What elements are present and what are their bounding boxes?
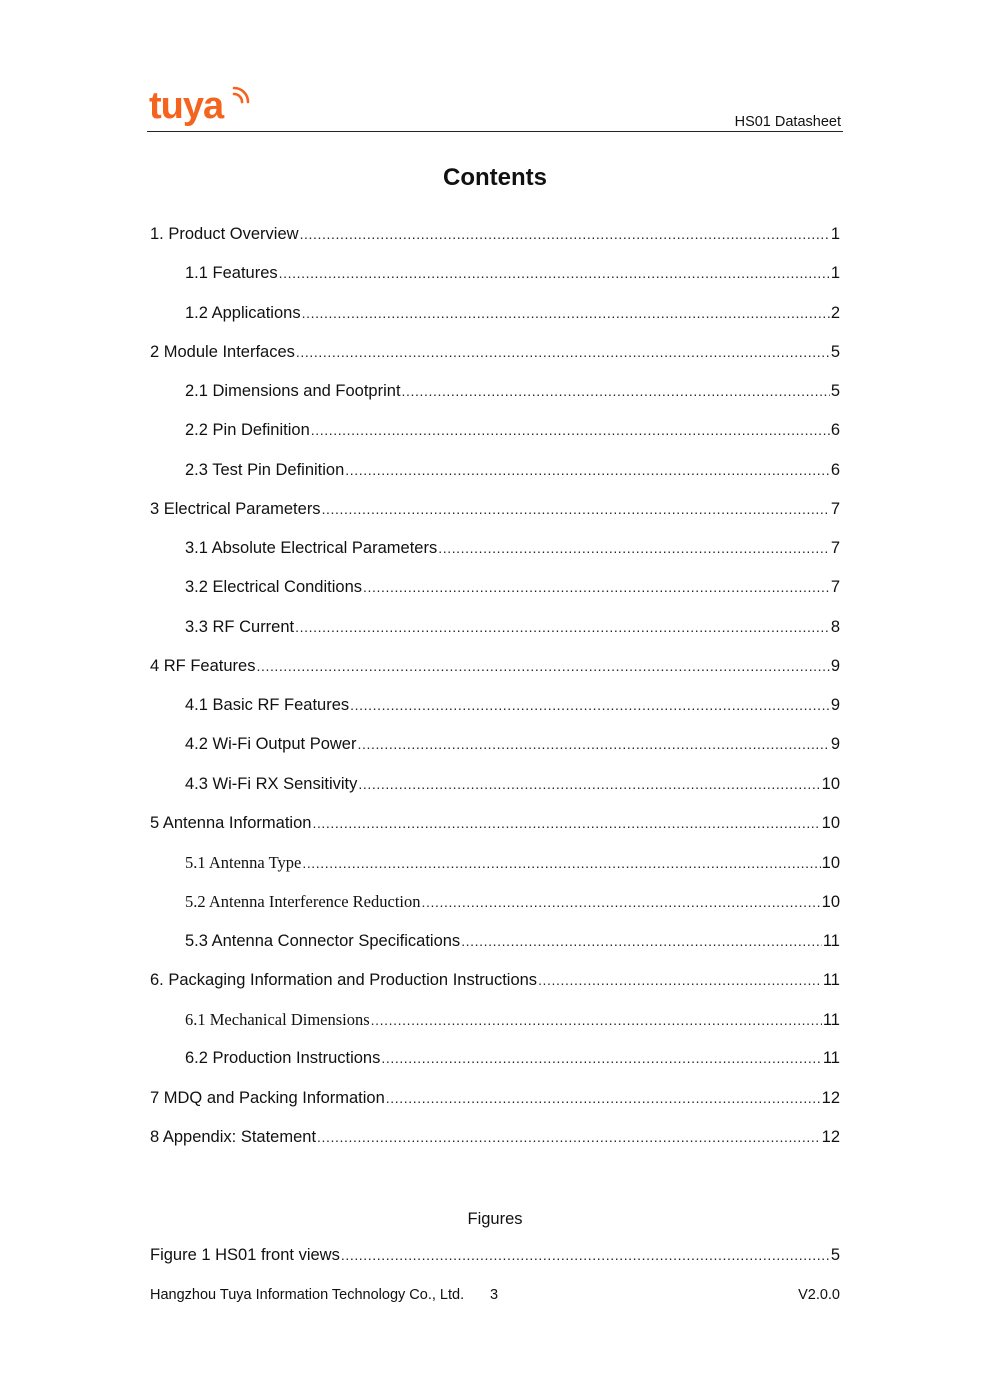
logo-wordmark: tuya bbox=[149, 85, 224, 127]
toc-entry-page: 10 bbox=[821, 774, 840, 793]
dot-leader bbox=[295, 619, 830, 635]
toc-entry[interactable] bbox=[150, 304, 840, 343]
footer-version: V2.0.0 bbox=[798, 1287, 840, 1303]
dot-leader bbox=[312, 815, 820, 831]
footer-page-number: 3 bbox=[490, 1287, 499, 1303]
dot-leader bbox=[300, 226, 830, 242]
toc-entry-label: 2 Module Interfaces bbox=[150, 342, 295, 361]
toc-entry-label: 6.1 Mechanical Dimensions bbox=[185, 1010, 370, 1029]
toc-entry-page: 11 bbox=[822, 931, 840, 950]
toc-entry[interactable] bbox=[150, 814, 840, 853]
toc-entry-label: 8 Appendix: Statement bbox=[150, 1127, 317, 1146]
toc-entry-page: 12 bbox=[821, 1127, 840, 1146]
toc-entry-page: 10 bbox=[821, 854, 840, 872]
toc-entry-page: 5 bbox=[830, 382, 840, 400]
dot-leader bbox=[341, 1247, 830, 1263]
dot-leader bbox=[302, 855, 820, 871]
toc-entry-label: 1.1 Features bbox=[185, 264, 278, 283]
toc-entry-page: 1 bbox=[830, 225, 840, 243]
toc-entry-page: 11 bbox=[822, 1049, 840, 1068]
toc-entry[interactable] bbox=[150, 578, 840, 617]
toc-entry-label: 2.1 Dimensions and Footprint bbox=[185, 382, 401, 400]
toc-entry[interactable] bbox=[150, 1089, 840, 1128]
toc-entry-page: 8 bbox=[830, 617, 840, 636]
toc-entry-page: 7 bbox=[830, 578, 840, 597]
toc-entry-label: 5 Antenna Information bbox=[150, 813, 312, 832]
dot-leader bbox=[386, 1090, 821, 1106]
toc-entry[interactable] bbox=[150, 696, 840, 735]
figures-heading: Figures bbox=[467, 1210, 523, 1228]
figure-entry-page: 5 bbox=[830, 1246, 840, 1264]
toc-entry-label: 1.2 Applications bbox=[185, 303, 301, 322]
toc-entry-page: 10 bbox=[821, 893, 840, 912]
dot-leader bbox=[381, 1050, 822, 1066]
toc-entry-label: 3.1 Absolute Electrical Parameters bbox=[185, 539, 438, 557]
toc-entry[interactable] bbox=[150, 735, 840, 774]
toc-entry-label: 6. Packaging Information and Production Instructions bbox=[150, 970, 538, 989]
toc-entry[interactable] bbox=[150, 1128, 840, 1167]
toc-entry-label: 4.3 Wi-Fi RX Sensitivity bbox=[185, 774, 358, 793]
toc-entry-label: 5.2 Antenna Interference Reduction bbox=[185, 892, 421, 912]
tuya-logo bbox=[148, 80, 252, 132]
toc-entry[interactable] bbox=[150, 539, 840, 578]
toc-entry-label: 2.2 Pin Definition bbox=[185, 421, 310, 440]
dot-leader bbox=[322, 501, 830, 517]
toc-entry-label: 3 Electrical Parameters bbox=[150, 499, 321, 518]
dot-leader bbox=[350, 697, 830, 713]
toc-entry[interactable] bbox=[150, 421, 840, 460]
contents-heading: Contents bbox=[443, 164, 547, 191]
dot-leader bbox=[422, 894, 821, 910]
toc-entry-page: 1 bbox=[830, 264, 840, 283]
toc-entry-label: 3.3 RF Current bbox=[185, 617, 295, 636]
toc-entry[interactable] bbox=[150, 892, 840, 931]
toc-entry-page: 7 bbox=[830, 499, 840, 518]
toc-entry[interactable] bbox=[150, 1049, 840, 1088]
toc-entry[interactable] bbox=[150, 225, 840, 264]
toc-entry-page: 9 bbox=[830, 696, 840, 714]
dot-leader bbox=[357, 736, 829, 752]
dot-leader bbox=[302, 305, 830, 321]
toc-entry[interactable] bbox=[150, 775, 840, 814]
toc-entry-label: 1. Product Overview bbox=[150, 225, 299, 243]
toc-entry-label: 6.2 Production Instructions bbox=[185, 1049, 381, 1068]
toc-entry-page: 12 bbox=[821, 1088, 840, 1107]
dot-leader bbox=[402, 383, 830, 399]
toc-entry-page: 9 bbox=[830, 735, 840, 754]
figure-entry-label: Figure 1 HS01 front views bbox=[150, 1246, 340, 1264]
dot-leader bbox=[296, 344, 830, 360]
header-divider bbox=[147, 131, 843, 132]
toc-entry[interactable] bbox=[150, 657, 840, 696]
toc-entry-page: 11 bbox=[822, 1011, 840, 1029]
dot-leader bbox=[256, 658, 829, 674]
toc-entry[interactable] bbox=[150, 853, 840, 892]
toc-entry[interactable] bbox=[150, 382, 840, 421]
toc-entry-page: 2 bbox=[830, 303, 840, 322]
toc-entry[interactable] bbox=[150, 971, 840, 1010]
logo-signal-arc-inner bbox=[234, 94, 242, 102]
dot-leader bbox=[363, 579, 830, 595]
toc-entry[interactable] bbox=[150, 264, 840, 303]
dot-leader bbox=[279, 265, 830, 281]
document-title: HS01 Datasheet bbox=[734, 114, 841, 130]
toc-entry[interactable] bbox=[150, 461, 840, 500]
toc-entry-page: 11 bbox=[822, 970, 840, 989]
toc-entry[interactable] bbox=[150, 932, 840, 971]
toc-entry-page: 6 bbox=[830, 421, 840, 440]
toc-entry-page: 7 bbox=[830, 539, 840, 557]
toc-entry-label: 4 RF Features bbox=[150, 656, 256, 675]
toc-entry[interactable] bbox=[150, 618, 840, 657]
dot-leader bbox=[461, 933, 822, 949]
toc-entry[interactable] bbox=[150, 343, 840, 382]
toc-entry-page: 6 bbox=[830, 460, 840, 479]
dot-leader bbox=[311, 422, 830, 438]
toc-entry-label: 3.2 Electrical Conditions bbox=[185, 578, 363, 597]
dot-leader bbox=[358, 776, 820, 792]
toc-entry-label: 7 MDQ and Packing Information bbox=[150, 1088, 385, 1107]
toc-entry-label: 5.3 Antenna Connector Specifications bbox=[185, 931, 461, 950]
list-of-figures bbox=[150, 1246, 840, 1285]
dot-leader bbox=[317, 1129, 821, 1145]
figure-entry[interactable] bbox=[150, 1246, 840, 1285]
toc-entry-label: 4.1 Basic RF Features bbox=[185, 696, 350, 714]
dot-leader bbox=[371, 1012, 822, 1028]
toc-entry-page: 5 bbox=[830, 342, 840, 361]
dot-leader bbox=[345, 462, 830, 478]
toc-entry-page: 10 bbox=[821, 813, 840, 832]
table-of-contents bbox=[150, 225, 840, 1167]
dot-leader bbox=[438, 540, 830, 556]
dot-leader bbox=[538, 972, 822, 988]
toc-entry-label: 5.1 Antenna Type bbox=[185, 853, 302, 872]
toc-entry-label: 4.2 Wi-Fi Output Power bbox=[185, 735, 357, 754]
toc-entry[interactable] bbox=[150, 1010, 840, 1049]
footer-company: Hangzhou Tuya Information Technology Co., Ltd. bbox=[150, 1287, 465, 1303]
toc-entry-page: 9 bbox=[830, 656, 840, 675]
toc-entry[interactable] bbox=[150, 500, 840, 539]
toc-entry-label: 2.3 Test Pin Definition bbox=[185, 460, 345, 479]
